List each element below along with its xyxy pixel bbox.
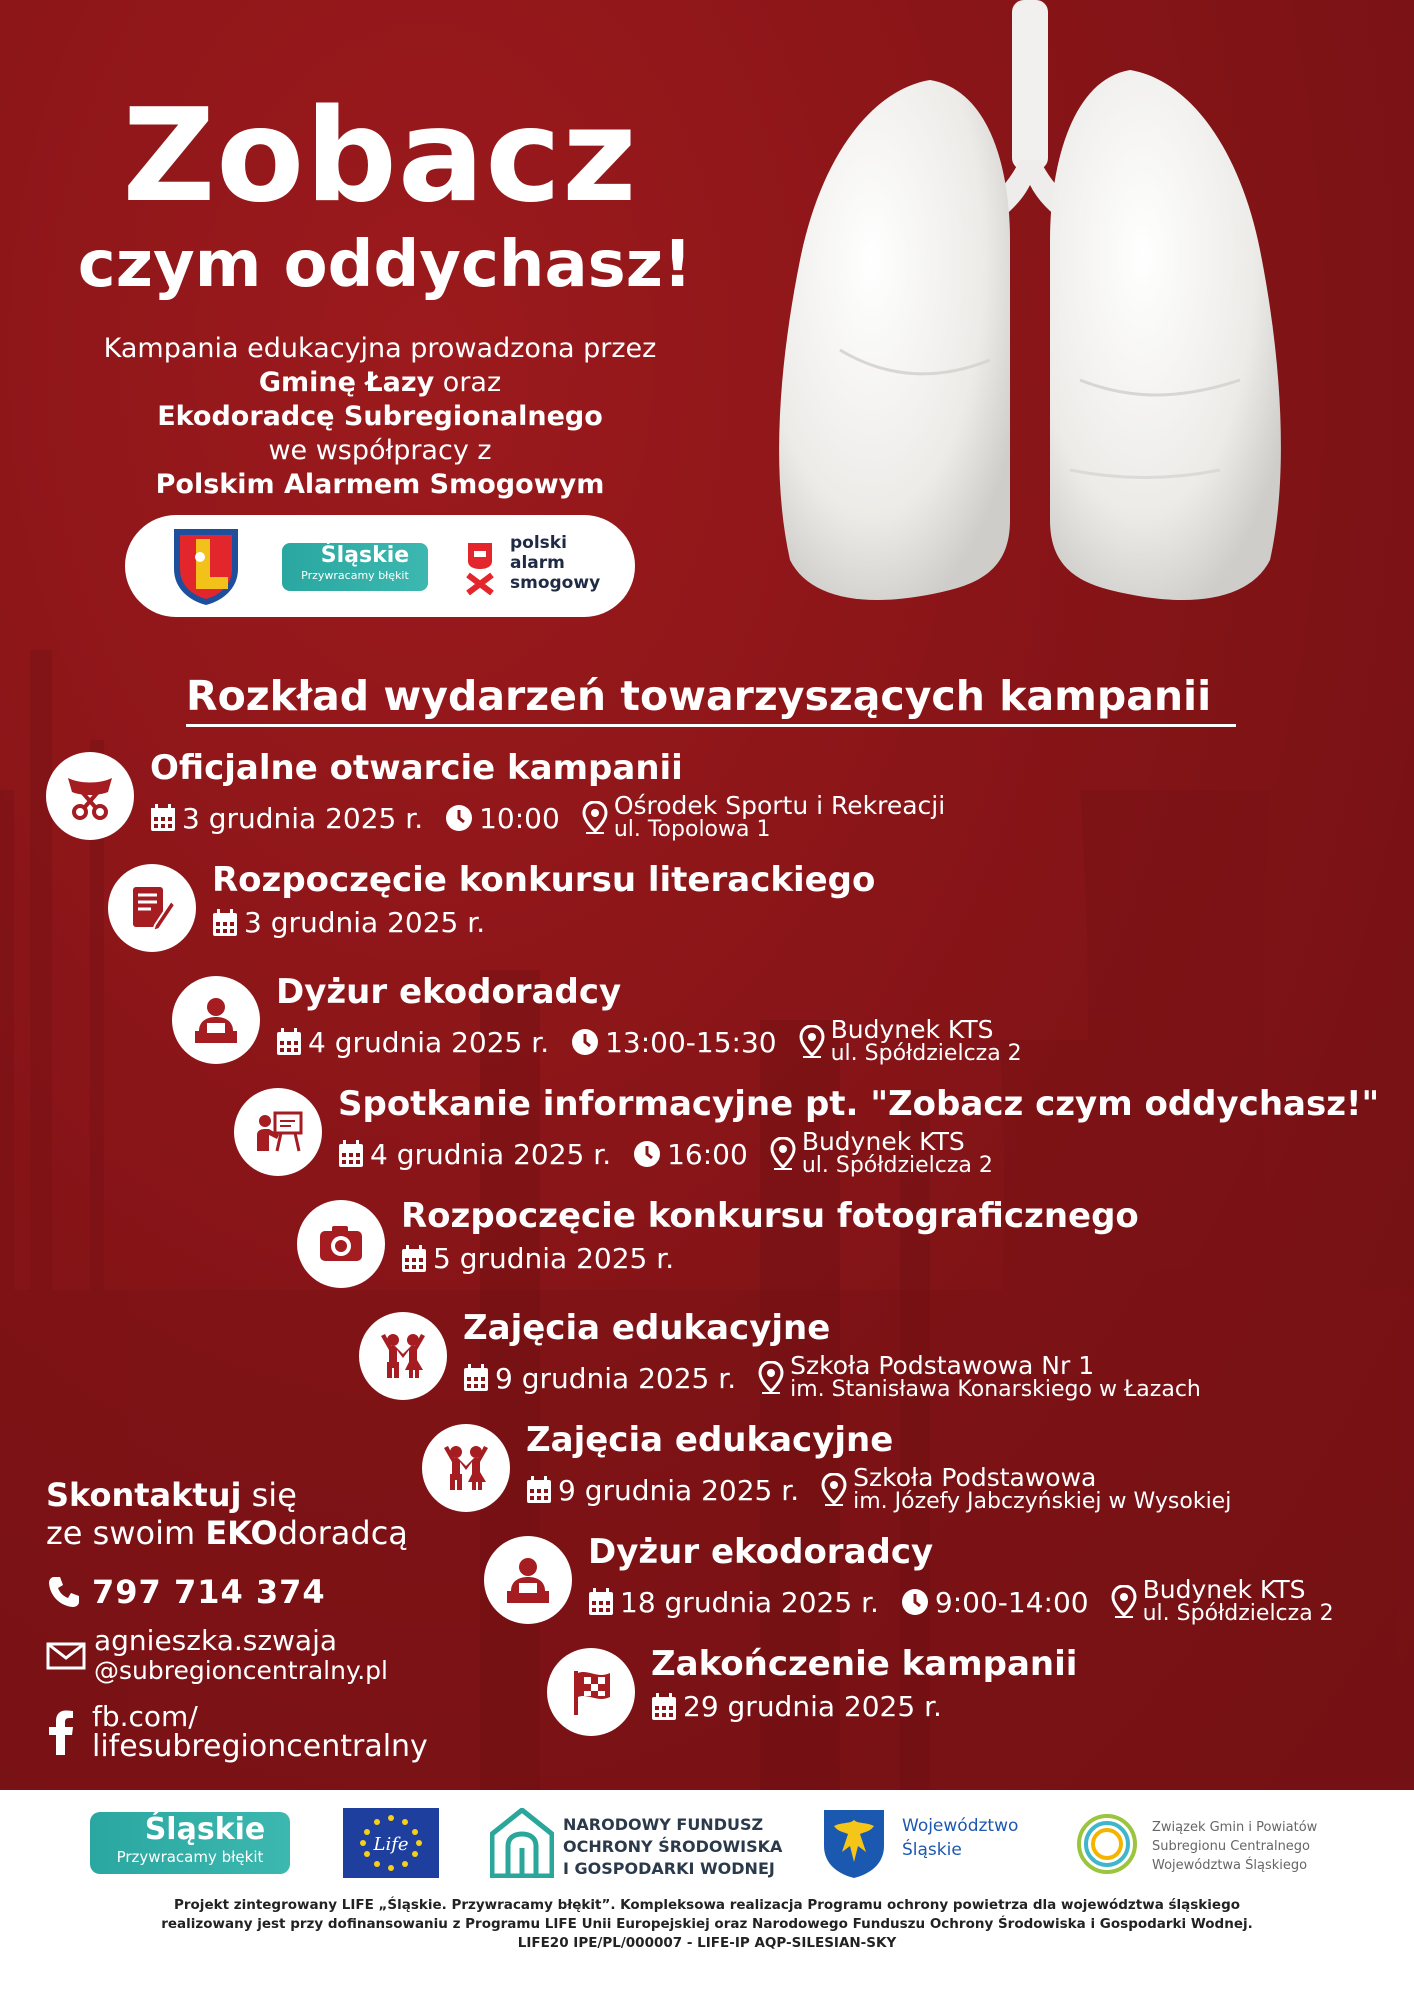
event-date — [338, 1138, 611, 1171]
event-info-meeting — [234, 1084, 1380, 1184]
zwiazek-line-1: Związek Gmin i Powiatów — [1152, 1820, 1318, 1835]
event-date-text: 29 grudnia 2025 r. — [683, 1690, 942, 1723]
clock-icon — [571, 1028, 599, 1056]
phone-icon — [46, 1574, 82, 1610]
contact-heading-2-rest: doradcą — [277, 1514, 408, 1552]
calendar-icon — [338, 1140, 364, 1168]
pas-logo-icon — [460, 539, 500, 595]
camera-icon — [297, 1200, 385, 1288]
calendar-icon — [651, 1693, 677, 1721]
event-place-address: im. Józefy Jabczyńskiej w Wysokiej — [853, 1489, 1232, 1514]
nfosigw-line-3: I GOSPODARKI WODNEJ — [563, 1859, 775, 1878]
nfosigw-text — [563, 1814, 782, 1880]
title-line-2: czym oddychasz! — [77, 228, 693, 302]
zwiazek-gmin-text — [1152, 1818, 1317, 1875]
eu-life-text: Life — [373, 1834, 409, 1855]
location-pin-icon — [799, 1025, 825, 1059]
event-place-name: Ośrodek Sportu i Rekreacji — [613, 791, 946, 820]
contact-email-domain[interactable]: @subregioncentralny.pl — [94, 1656, 388, 1685]
event-place-address: ul. Spółdzielcza 2 — [830, 1041, 1022, 1066]
calendar-icon — [526, 1476, 552, 1504]
wojewodztwo-line-2: Śląskie — [902, 1840, 962, 1860]
event-education-2 — [422, 1420, 1412, 1520]
intro-line-5 — [50, 468, 710, 502]
event-date-text: 9 grudnia 2025 r. — [558, 1473, 800, 1507]
envelope-icon — [46, 1641, 86, 1671]
calendar-icon — [401, 1245, 427, 1273]
children-icon — [359, 1312, 447, 1400]
event-place-address: ul. Topolowa 1 — [613, 817, 771, 842]
clock-icon — [445, 804, 473, 832]
title-line-1: Zobacz — [122, 82, 638, 231]
facebook-icon — [46, 1709, 76, 1755]
event-date — [651, 1690, 942, 1723]
event-place-address: im. Stanisława Konarskiego w Łazach — [790, 1377, 1201, 1402]
event-literary-contest — [108, 860, 1008, 960]
contact-fb-domain[interactable]: fb.com/ — [92, 1700, 198, 1733]
footer-funding-note — [60, 1896, 1354, 1953]
intro-oraz: oraz — [434, 367, 502, 398]
clock-icon — [633, 1140, 661, 1168]
event-title: Spotkanie informacyjne pt. "Zobacz czym oddychasz!" — [338, 1084, 1380, 1124]
event-place-name: Szkoła Podstawowa Nr 1 — [790, 1351, 1095, 1380]
event-title: Dyżur ekodoradcy — [276, 972, 622, 1012]
location-pin-icon — [1111, 1585, 1137, 1619]
schedule-heading: Rozkład wydarzeń towarzyszących kampanii — [186, 672, 1212, 720]
event-ekodoradca-duty-1 — [172, 972, 1172, 1072]
event-time — [901, 1586, 1089, 1619]
calendar-icon — [150, 804, 176, 832]
event-meta — [150, 791, 967, 842]
zwiazek-gmin-logo-icon — [1075, 1812, 1139, 1876]
event-opening — [46, 748, 1046, 848]
calendar-icon — [588, 1588, 614, 1616]
intro-gmina: Gminę Łazy — [258, 367, 435, 398]
location-pin-icon — [582, 801, 608, 835]
event-meta — [651, 1690, 964, 1723]
location-pin-icon — [758, 1361, 784, 1395]
clock-icon — [901, 1588, 929, 1616]
event-time — [445, 802, 560, 835]
pas-text-3: smogowy — [510, 573, 601, 593]
contact-block — [46, 1476, 466, 1762]
event-meta — [463, 1351, 1223, 1402]
contact-email-user[interactable]: agnieszka.szwaja — [94, 1624, 338, 1657]
event-title: Zakończenie kampanii — [651, 1644, 1078, 1684]
intro-line-4: we współpracy z — [268, 435, 492, 466]
event-date — [401, 1242, 674, 1275]
event-place-name: Budynek KTS — [1142, 1575, 1306, 1604]
event-education-1 — [359, 1308, 1359, 1408]
event-place-name: Szkoła Podstawowa — [853, 1463, 1097, 1492]
nfosigw-line-1: NARODOWY FUNDUSZ — [563, 1815, 764, 1834]
event-meta — [212, 906, 507, 939]
intro-line-2 — [50, 366, 710, 400]
event-date-text: 5 grudnia 2025 r. — [433, 1242, 675, 1275]
intro-ekodoradca: Ekodoradcę Subregionalnego — [157, 401, 603, 432]
event-time-text: 13:00-15:30 — [605, 1025, 777, 1059]
event-title: Rozpoczęcie konkursu literackiego — [212, 860, 876, 900]
contact-email[interactable] — [46, 1626, 466, 1686]
partner-logos — [125, 515, 635, 617]
event-place-name: Budynek KTS — [830, 1015, 994, 1044]
contact-heading-2-pre: ze swoim — [46, 1514, 206, 1552]
footer — [0, 1790, 1414, 2000]
footer-note-line-3: LIFE20 IPE/PL/000007 - LIFE-IP AQP-SILESIAN-SKY — [517, 1935, 897, 1951]
zwiazek-line-2: Subregionu Centralnego — [1152, 1839, 1311, 1854]
slaskie-logo-sub: Przywracamy błękit — [301, 569, 409, 582]
event-title: Zajęcia edukacyjne — [526, 1420, 894, 1460]
location-pin-icon — [821, 1473, 847, 1507]
event-date-text: 18 grudnia 2025 r. — [620, 1585, 879, 1619]
event-time — [571, 1026, 777, 1059]
eu-life-logo-icon — [343, 1808, 439, 1878]
event-place — [582, 791, 946, 842]
event-date — [588, 1586, 879, 1619]
calendar-icon — [212, 909, 238, 937]
calendar-icon — [276, 1028, 302, 1056]
consultant-icon — [484, 1536, 572, 1624]
event-title: Oficjalne otwarcie kampanii — [150, 748, 683, 788]
event-date-text: 4 grudnia 2025 r. — [308, 1025, 550, 1059]
event-date — [212, 906, 485, 939]
event-date — [150, 802, 423, 835]
pas-logo-text — [510, 533, 600, 593]
event-place-address: ul. Spółdzielcza 2 — [801, 1153, 993, 1178]
campaign-intro — [50, 332, 710, 502]
writing-icon — [108, 864, 196, 952]
intro-line-1: Kampania edukacyjna prowadzona przez — [103, 333, 657, 364]
consultant-icon — [172, 976, 260, 1064]
contact-heading-bold: Skontaktuj — [46, 1476, 242, 1514]
event-date-text: 4 grudnia 2025 r. — [370, 1137, 612, 1171]
contact-fb-page[interactable]: lifesubregioncentralny — [92, 1729, 428, 1764]
contact-heading-rest: się — [241, 1476, 297, 1514]
event-date — [276, 1026, 549, 1059]
event-place — [770, 1127, 993, 1178]
contact-phone[interactable] — [46, 1574, 466, 1610]
slaskie-logo — [282, 543, 428, 591]
contact-heading-2-bold: EKO — [205, 1514, 278, 1552]
event-place — [1111, 1575, 1334, 1626]
finish-flag-icon — [547, 1648, 635, 1736]
contact-facebook[interactable] — [46, 1702, 466, 1762]
intro-pas: Polskim Alarmem Smogowym — [155, 469, 605, 500]
intro-line-3 — [50, 400, 710, 434]
schedule-underline — [186, 724, 1236, 727]
event-place — [821, 1463, 1232, 1514]
nfosigw-logo-icon — [490, 1808, 554, 1878]
event-date — [526, 1474, 799, 1507]
event-meta — [276, 1015, 1044, 1066]
footer-note-line-1: Projekt zintegrowany LIFE „Śląskie. Przywracamy błękit”. Kompleksowa realizacja Programu ochrony powietrza dla województwa śląskiego — [173, 1897, 1241, 1913]
slaskie-logo-title: Śląskie — [320, 543, 410, 568]
event-meta — [338, 1127, 1015, 1178]
event-date-text: 3 grudnia 2025 r. — [244, 906, 486, 939]
event-place — [799, 1015, 1022, 1066]
event-ekodoradca-duty-2 — [484, 1532, 1414, 1632]
event-date-text: 9 grudnia 2025 r. — [495, 1361, 737, 1395]
pas-text-1: polski — [510, 533, 567, 553]
event-time-text: 9:00-14:00 — [934, 1585, 1089, 1619]
silesia-coat-of-arms-icon — [822, 1808, 886, 1880]
event-date — [463, 1362, 736, 1395]
event-meta — [526, 1463, 1253, 1514]
event-time-text: 16:00 — [667, 1137, 748, 1171]
presentation-icon — [234, 1088, 322, 1176]
event-place — [758, 1351, 1201, 1402]
footer-note-line-2: realizowany jest przy dofinansowaniu z Programu LIFE Unii Europejskiej oraz Narodowego Funduszu Ochrony Środowiska i Gospodarki Wodnej. — [161, 1916, 1253, 1932]
event-title: Rozpoczęcie konkursu fotograficznego — [401, 1196, 1139, 1236]
event-closing — [547, 1644, 1347, 1744]
event-place-name: Budynek KTS — [801, 1127, 965, 1156]
event-time-text: 10:00 — [479, 801, 560, 835]
event-time — [633, 1138, 748, 1171]
footer-slaskie-logo — [90, 1812, 290, 1874]
nfosigw-line-2: OCHRONY ŚRODOWISKA — [563, 1837, 783, 1856]
footer-slaskie-sub: Przywracamy błękit — [116, 1848, 264, 1866]
event-meta — [588, 1575, 1356, 1626]
footer-slaskie-title: Śląskie — [144, 1812, 266, 1847]
contact-phone-number[interactable]: 797 714 374 — [92, 1573, 326, 1611]
lungs-illustration — [720, 0, 1340, 620]
ribbon-scissors-icon — [46, 752, 134, 840]
location-pin-icon — [770, 1137, 796, 1171]
event-date-text: 3 grudnia 2025 r. — [182, 801, 424, 835]
calendar-icon — [463, 1364, 489, 1392]
pas-text-2: alarm — [510, 553, 565, 573]
wojewodztwo-line-1: Województwo — [902, 1816, 1019, 1836]
event-place-address: ul. Spółdzielcza 2 — [1142, 1601, 1334, 1626]
event-title: Dyżur ekodoradcy — [588, 1532, 934, 1572]
contact-heading-2 — [46, 1514, 466, 1552]
event-meta — [401, 1242, 696, 1275]
contact-heading — [46, 1476, 466, 1514]
zwiazek-line-3: Województwa Śląskiego — [1152, 1858, 1308, 1873]
lazy-coat-of-arms-icon — [170, 525, 242, 607]
event-photo-contest — [297, 1196, 1297, 1296]
event-title: Zajęcia edukacyjne — [463, 1308, 831, 1348]
wojewodztwo-text — [902, 1814, 1018, 1862]
